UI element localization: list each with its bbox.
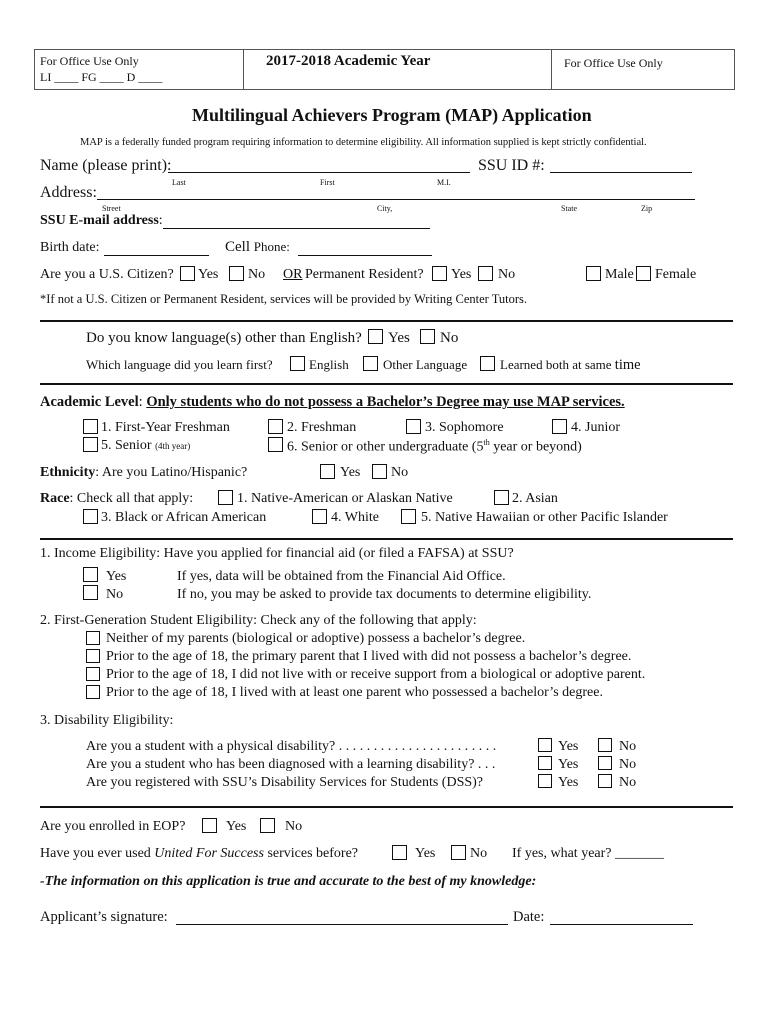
disability-3-yes-label: Yes xyxy=(558,775,579,790)
race-question xyxy=(40,491,193,507)
ssu-id-label: SSU ID #: xyxy=(478,157,545,174)
level-5-checkbox[interactable] xyxy=(83,437,98,452)
header-divider xyxy=(551,50,552,89)
ufs-year-question: If yes, what year? _______ xyxy=(512,846,665,861)
ufs-no-checkbox[interactable] xyxy=(451,845,466,860)
race-4-checkbox[interactable] xyxy=(312,509,327,524)
section-divider xyxy=(40,383,733,385)
ethnicity-yes-checkbox[interactable] xyxy=(320,464,335,479)
first-gen-1-label: Neither of my parents (biological or adoptive) possess a bachelor’s degree. xyxy=(106,631,526,646)
citizenship-note: *If not a U.S. Citizen or Permanent Resident, services will be provided by Writing Center Tutors. xyxy=(40,292,528,306)
level-3-checkbox[interactable] xyxy=(406,419,421,434)
academic-level-note: Only students who do not possess a Bachelor’s Degree may use MAP services. xyxy=(146,394,625,410)
resident-question: Permanent Resident? xyxy=(305,267,424,282)
disability-1-no-label: No xyxy=(619,739,637,754)
race-4-label: 4. White xyxy=(331,510,379,525)
female-label: Female xyxy=(655,267,697,282)
first-gen-3-checkbox[interactable] xyxy=(86,667,100,681)
level-2-checkbox[interactable] xyxy=(268,419,283,434)
academic-year: 2017-2018 Academic Year xyxy=(266,53,431,69)
income-no-note: If no, you may be asked to provide tax documents to determine eligibility. xyxy=(177,587,592,602)
both-languages-label xyxy=(500,357,641,374)
disability-3-no-label: No xyxy=(619,775,637,790)
eop-yes-checkbox[interactable] xyxy=(202,818,217,833)
academic-level-heading xyxy=(40,394,625,411)
citizen-no-checkbox[interactable] xyxy=(229,266,244,281)
male-label: Male xyxy=(605,267,634,282)
income-no-checkbox[interactable] xyxy=(83,585,98,600)
ethnicity-no-label: No xyxy=(391,465,409,480)
academic-level-label: Academic Level xyxy=(40,394,139,410)
female-checkbox[interactable] xyxy=(636,266,651,281)
income-no-label: No xyxy=(106,587,124,602)
office-use-left-label: For Office Use Only xyxy=(40,54,139,68)
header-divider xyxy=(243,50,244,89)
first-gen-4-label: Prior to the age of 18, I lived with at least one parent who possessed a bachelor’s degree. xyxy=(106,685,603,700)
name-field[interactable] xyxy=(168,160,470,173)
name-label: Name (please print): xyxy=(40,157,172,174)
first-gen-question: 2. First-Generation Student Eligibility: Check any of the following that apply: xyxy=(40,613,477,628)
first-gen-3-label: Prior to the age of 18, I did not live with or receive support from a biological or adoptive parent. xyxy=(106,667,646,682)
first-gen-2-label: Prior to the age of 18, the primary parent that I lived with did not possess a bachelor’s degree. xyxy=(106,649,632,664)
level-5-label xyxy=(101,438,190,454)
ethnicity-q-text: : Are you Latino/Hispanic? xyxy=(95,465,248,480)
first-gen-2-checkbox[interactable] xyxy=(86,649,100,663)
ufs-yes-checkbox[interactable] xyxy=(392,845,407,860)
other-language-label: Other Language xyxy=(383,357,468,372)
date-label: Date: xyxy=(513,909,545,925)
academic-level-colon: : xyxy=(138,394,143,410)
first-gen-1-checkbox[interactable] xyxy=(86,631,100,645)
race-3-checkbox[interactable] xyxy=(83,509,98,524)
addr-sub-zip: Zip xyxy=(641,204,653,213)
language-yes-label: Yes xyxy=(388,330,410,346)
cell-label xyxy=(225,239,290,256)
first-gen-4-checkbox[interactable] xyxy=(86,685,100,699)
level-6-label xyxy=(287,438,582,456)
disability-2-question: Are you a student who has been diagnosed with a learning disability? . . . xyxy=(86,757,496,772)
race-q-text: : Check all that apply: xyxy=(69,491,194,506)
level-6-checkbox[interactable] xyxy=(268,437,283,452)
language-no-checkbox[interactable] xyxy=(420,329,435,344)
level-4-label: 4. Junior xyxy=(571,420,620,435)
addr-sub-city: City, xyxy=(377,204,393,213)
both-languages-text: Learned both at same xyxy=(500,357,612,372)
other-language-checkbox[interactable] xyxy=(363,356,378,371)
english-checkbox[interactable] xyxy=(290,356,305,371)
ethnicity-no-checkbox[interactable] xyxy=(372,464,387,479)
disability-question: 3. Disability Eligibility: xyxy=(40,713,174,728)
cell-phone-field[interactable] xyxy=(298,243,432,256)
level-6-text-b: year or beyond) xyxy=(489,439,582,455)
email-field[interactable] xyxy=(163,216,430,229)
level-5-text: 5. Senior xyxy=(101,438,152,453)
language-question: Do you know language(s) other than English? xyxy=(86,330,362,346)
certification-statement: -The information on this application is true and accurate to the best of my knowledge: xyxy=(40,874,537,889)
ethnicity-label: Ethnicity xyxy=(40,465,96,480)
email-colon: : xyxy=(158,213,163,228)
income-yes-label: Yes xyxy=(106,569,127,584)
citizen-question: Are you a U.S. Citizen? xyxy=(40,267,174,282)
cell-word: Cell xyxy=(225,239,250,255)
resident-yes-label: Yes xyxy=(451,267,472,282)
level-2-label: 2. Freshman xyxy=(287,420,357,435)
name-sub-mi: M.I. xyxy=(437,178,451,187)
addr-sub-state: State xyxy=(561,204,577,213)
income-yes-checkbox[interactable] xyxy=(83,567,98,582)
resident-no-checkbox[interactable] xyxy=(478,266,493,281)
income-question: 1. Income Eligibility: Have you applied for financial aid (or filed a FAFSA) at SSU? xyxy=(40,546,514,561)
eop-no-label: No xyxy=(285,819,303,834)
race-1-label: 1. Native-American or Alaskan Native xyxy=(237,491,453,506)
level-5-note: (4th year) xyxy=(155,441,191,451)
english-label: English xyxy=(309,357,349,372)
first-language-question: Which language did you learn first? xyxy=(86,357,273,372)
disability-3-yes-checkbox[interactable] xyxy=(538,774,552,788)
level-1-checkbox[interactable] xyxy=(83,419,98,434)
race-1-checkbox[interactable] xyxy=(218,490,233,505)
eop-no-checkbox[interactable] xyxy=(260,818,275,833)
citizen-yes-label: Yes xyxy=(198,267,219,282)
citizen-yes-checkbox[interactable] xyxy=(180,266,195,281)
citizen-no-label: No xyxy=(248,267,266,282)
ufs-program-name: United For Success xyxy=(154,846,264,861)
name-sub-first: First xyxy=(320,178,335,187)
ethnicity-yes-label: Yes xyxy=(340,465,361,480)
page-title: Multilingual Achievers Program (MAP) Application xyxy=(192,105,592,125)
ufs-q-part2: services before? xyxy=(267,846,359,861)
disability-1-yes-label: Yes xyxy=(558,739,579,754)
date-field[interactable] xyxy=(550,912,693,925)
disability-1-yes-checkbox[interactable] xyxy=(538,738,552,752)
address-label: Address: xyxy=(40,184,97,201)
level-1-label: 1. First-Year Freshman xyxy=(101,420,230,435)
ufs-no-label: No xyxy=(470,846,488,861)
disability-3-no-checkbox[interactable] xyxy=(598,774,612,788)
addr-sub-street: Street xyxy=(102,204,121,213)
birth-date-label: Birth date: xyxy=(40,240,100,255)
email-label xyxy=(40,213,163,229)
disability-2-yes-checkbox[interactable] xyxy=(538,756,552,770)
or-text: OR xyxy=(283,267,303,282)
signature-field[interactable] xyxy=(176,912,508,925)
level-4-checkbox[interactable] xyxy=(552,419,567,434)
both-languages-checkbox[interactable] xyxy=(480,356,495,371)
email-label-text: SSU E-mail address xyxy=(40,213,159,228)
race-label: Race xyxy=(40,491,70,506)
disability-2-no-checkbox[interactable] xyxy=(598,756,612,770)
section-divider xyxy=(40,538,733,540)
intro-text: MAP is a federally funded program requiring information to determine eligibility. All information supplied is kept strictly confidential. xyxy=(80,137,647,148)
race-5-label: 5. Native Hawaiian or other Pacific Islander xyxy=(421,510,668,525)
race-2-checkbox[interactable] xyxy=(494,490,509,505)
eop-question: Are you enrolled in EOP? xyxy=(40,819,186,834)
level-3-label: 3. Sophomore xyxy=(425,420,504,435)
disability-1-question: Are you a student with a physical disability? . . . . . . . . . . . . . . . . . . . . . . . xyxy=(86,739,497,754)
birth-date-field[interactable] xyxy=(104,243,209,256)
race-3-label: 3. Black or African American xyxy=(101,510,267,525)
eop-yes-label: Yes xyxy=(226,819,247,834)
disability-2-no-label: No xyxy=(619,757,637,772)
ssu-id-field[interactable] xyxy=(550,160,692,173)
income-yes-note: If yes, data will be obtained from the Financial Aid Office. xyxy=(177,569,506,584)
level-6-text-a: 6. Senior or other undergraduate (5 xyxy=(287,439,484,455)
cell-phone-word: Phone: xyxy=(253,239,290,254)
ufs-question xyxy=(40,846,358,862)
ufs-yes-label: Yes xyxy=(415,846,436,861)
section-divider xyxy=(40,320,733,322)
disability-3-question: Are you registered with SSU’s Disability Services for Students (DSS)? xyxy=(86,775,484,790)
both-languages-time: time xyxy=(614,357,641,373)
resident-yes-checkbox[interactable] xyxy=(432,266,447,281)
ethnicity-question xyxy=(40,465,247,481)
address-field[interactable] xyxy=(97,187,695,200)
office-use-codes: LI ____ FG ____ D ____ xyxy=(40,70,163,84)
disability-2-yes-label: Yes xyxy=(558,757,579,772)
section-divider xyxy=(40,806,733,808)
office-use-right-label: For Office Use Only xyxy=(564,56,663,70)
level-6-sup: th xyxy=(483,438,490,447)
race-2-label: 2. Asian xyxy=(512,491,558,506)
male-checkbox[interactable] xyxy=(586,266,601,281)
language-no-label: No xyxy=(440,330,459,346)
name-sub-last: Last xyxy=(172,178,186,187)
resident-no-label: No xyxy=(498,267,516,282)
language-yes-checkbox[interactable] xyxy=(368,329,383,344)
ufs-q-part1: Have you ever used xyxy=(40,846,151,861)
signature-label: Applicant’s signature: xyxy=(40,909,168,925)
disability-1-no-checkbox[interactable] xyxy=(598,738,612,752)
race-5-checkbox[interactable] xyxy=(401,509,416,524)
